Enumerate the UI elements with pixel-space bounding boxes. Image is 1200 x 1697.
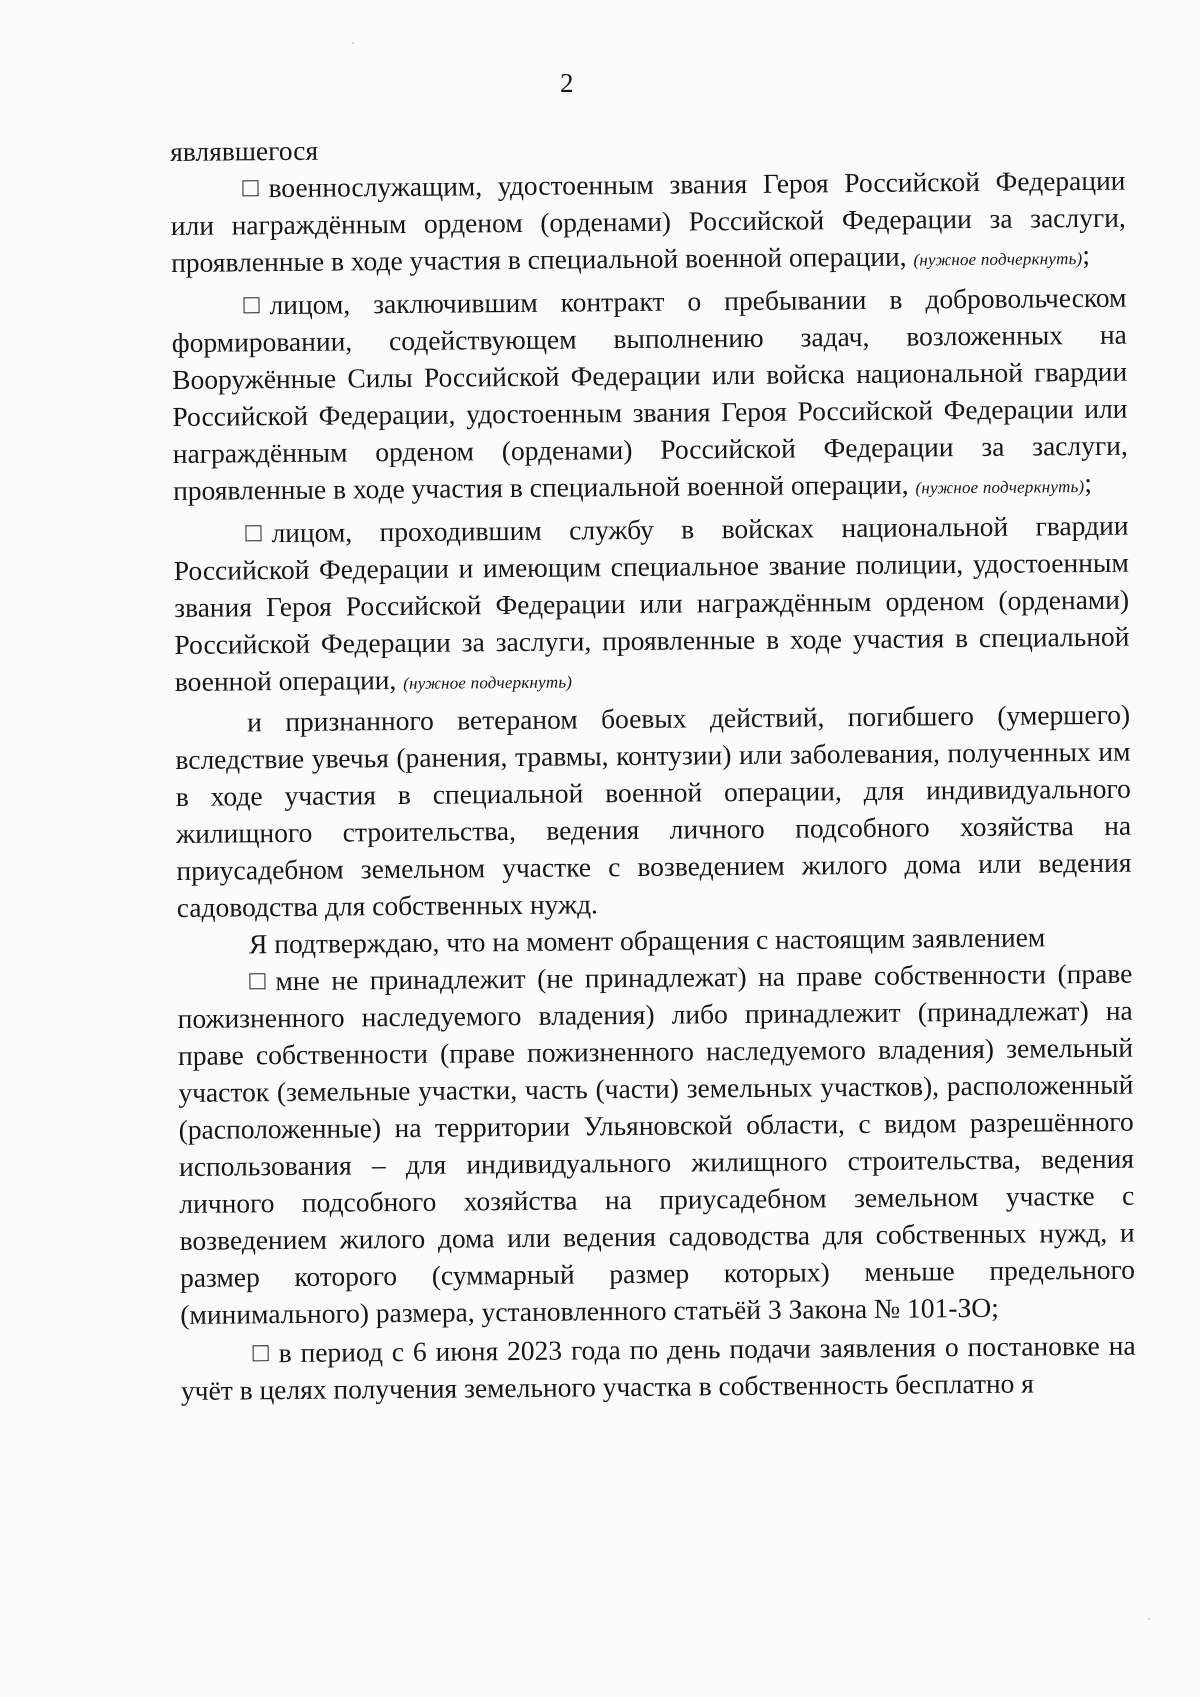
scan-speck bbox=[352, 42, 354, 44]
underline-hint: (нужное подчеркнуть) bbox=[913, 249, 1083, 270]
option-volunteer-contract: лицом, заключившим контракт о пребывании в добровольческом формировании, содействующем выполнению задач, возложенных на Вооружённые Силы Российской Федерации или войска национальной гвардии Российской Федерации, удостоенным звания Героя Российской Федерации или награждённым орденом (орденами) Российской Федерации за заслуги, проявленные в ходе участия в специальной военной операции, (нужное подчеркнуть); bbox=[171, 281, 1128, 506]
scan-speck bbox=[1148, 1618, 1150, 1620]
option-national-guard: лицом, проходившим службу в войсках национальной гвардии Российской Федерации и имеющим специальное звание полиции, удостоенным звания Героя Российской Федерации или награждённым орденом (орденами) Российской Федерации за заслуги, проявленные в ходе участия в специальной военной операции, (нужное подчеркнуть) bbox=[173, 509, 1130, 697]
confirmation-paragraph: Я подтверждаю, что на момент обращения с настоящим заявлением bbox=[248, 921, 1046, 960]
option-period: в период с 6 июня 2023 года по день подачи заявления о постановке на учёт в целях получения земельного участка в собственность бесплатно я bbox=[180, 1329, 1136, 1406]
document-body bbox=[170, 125, 1136, 1409]
checkbox[interactable] bbox=[253, 1345, 269, 1361]
checkbox[interactable] bbox=[249, 973, 265, 989]
page-number: 2 bbox=[560, 68, 574, 98]
option-military-servant: военнослужащим, удостоенным звания Героя Российской Федерации или награждённым орденом (орденами) Российской Федерации за заслуги, проявленные в ходе участия в специальной военной операции, (нужное подчеркнуть); bbox=[170, 164, 1126, 278]
option-land-ownership: мне не принадлежит (не принадлежат) на праве собственности (праве пожизненного наследуемого владения) либо принадлежит (принадлежат) на праве собственности (праве пожизненного наследуемого владения) земельный участок (земельные участки, часть (части) земельных участков), расположенный (расположенные) на территории Ульяновской области, с видом разрешённого использования – для индивидуального жилищного строительства, ведения личного подсобного хозяйства на приусадебном земельном участке с возведением жилого дома или ведения садоводства для собственных нужд, и размер которого (суммарный размер которых) меньше предельного (минимального) размера, установленного статьёй 3 Закона № 101-ЗО; bbox=[177, 957, 1136, 1330]
checkbox[interactable] bbox=[243, 297, 259, 313]
underline-hint: (нужное подчеркнуть) bbox=[915, 477, 1085, 498]
underline-hint: (нужное подчеркнуть) bbox=[403, 672, 573, 693]
checkbox[interactable] bbox=[245, 525, 261, 541]
checkbox[interactable] bbox=[242, 180, 258, 196]
veteran-paragraph: и признанного ветераном боевых действий, погибшего (умершего) вследствие увечья (ранения, травмы, контузии) или заболевания, полученных им в ходе участия в специальной военной операции, для индивидуального жилищного строительства, ведения личного подсобного хозяйства на приусадебном земельном участке с возведением жилого дома или ведения садоводства для собственных нужд. bbox=[175, 698, 1132, 923]
lead-word: являвшегося bbox=[170, 134, 319, 167]
